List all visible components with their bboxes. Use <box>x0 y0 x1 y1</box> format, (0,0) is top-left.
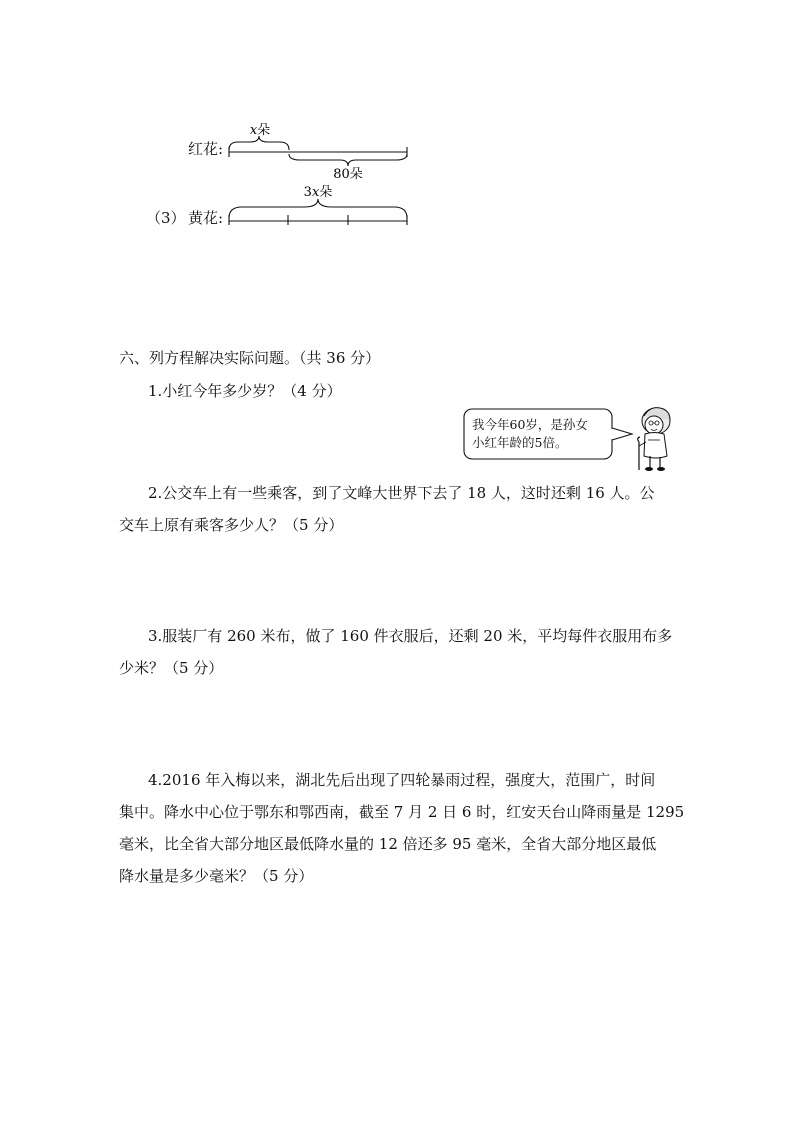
question-4-line-2: 集中。降水中心位于鄂东和鄂西南，截至 7 月 2 日 6 时，红安天台山降雨量是 1295 <box>119 803 685 821</box>
red-bottom-label: 80朵 <box>333 167 363 182</box>
bubble-text <box>472 416 588 452</box>
grandmother-illustration <box>630 404 680 474</box>
red-flower-segment <box>229 147 407 157</box>
yellow-top-brace <box>229 199 407 218</box>
yellow-flower-label: 黄花: <box>188 209 224 227</box>
section-title: 六、列方程解决实际问题。（共 36 分） <box>119 349 381 367</box>
question-4-line-1: 4.2016 年入梅以来，湖北先后出现了四轮暴雨过程，强度大，范围广，时间 <box>148 771 656 789</box>
question-2 <box>119 477 679 541</box>
part-number-label: （3） <box>146 209 186 227</box>
red-top-label: x朵 <box>249 123 271 138</box>
yellow-top-label: 3x朵 <box>303 185 333 200</box>
question-1: 1.小红今年多少岁？（4 分） <box>148 382 342 400</box>
question-3 <box>119 620 679 684</box>
question-3-line-1: 3.服装厂有 260 米布，做了 160 件衣服后，还剩 20 米，平均每件衣服用布多 <box>148 627 673 645</box>
question-2-line-2: 交车上原有乘客多少人？（5 分） <box>119 516 344 534</box>
bubble-line-2: 小红年龄的5倍。 <box>472 435 568 450</box>
line-segment-diagram <box>0 0 794 260</box>
red-top-brace <box>229 136 289 150</box>
bubble-line-1: 我今年60岁，是孙女 <box>472 417 588 432</box>
red-flower-label: 红花: <box>188 140 224 158</box>
question-4-line-4: 降水量是多少毫米？（5 分） <box>119 867 314 885</box>
red-bottom-brace <box>289 154 407 166</box>
question-3-line-2: 少米？（5 分） <box>119 659 224 677</box>
question-2-line-1: 2.公交车上有一些乘客，到了文峰大世界下去了 18 人，这时还剩 16 人。公 <box>148 484 655 502</box>
question-4 <box>119 764 689 892</box>
question-4-line-3: 毫米，比全省大部分地区最低降水量的 12 倍还多 95 毫米，全省大部分地区最低 <box>119 835 657 853</box>
yellow-flower-segment <box>229 215 407 225</box>
